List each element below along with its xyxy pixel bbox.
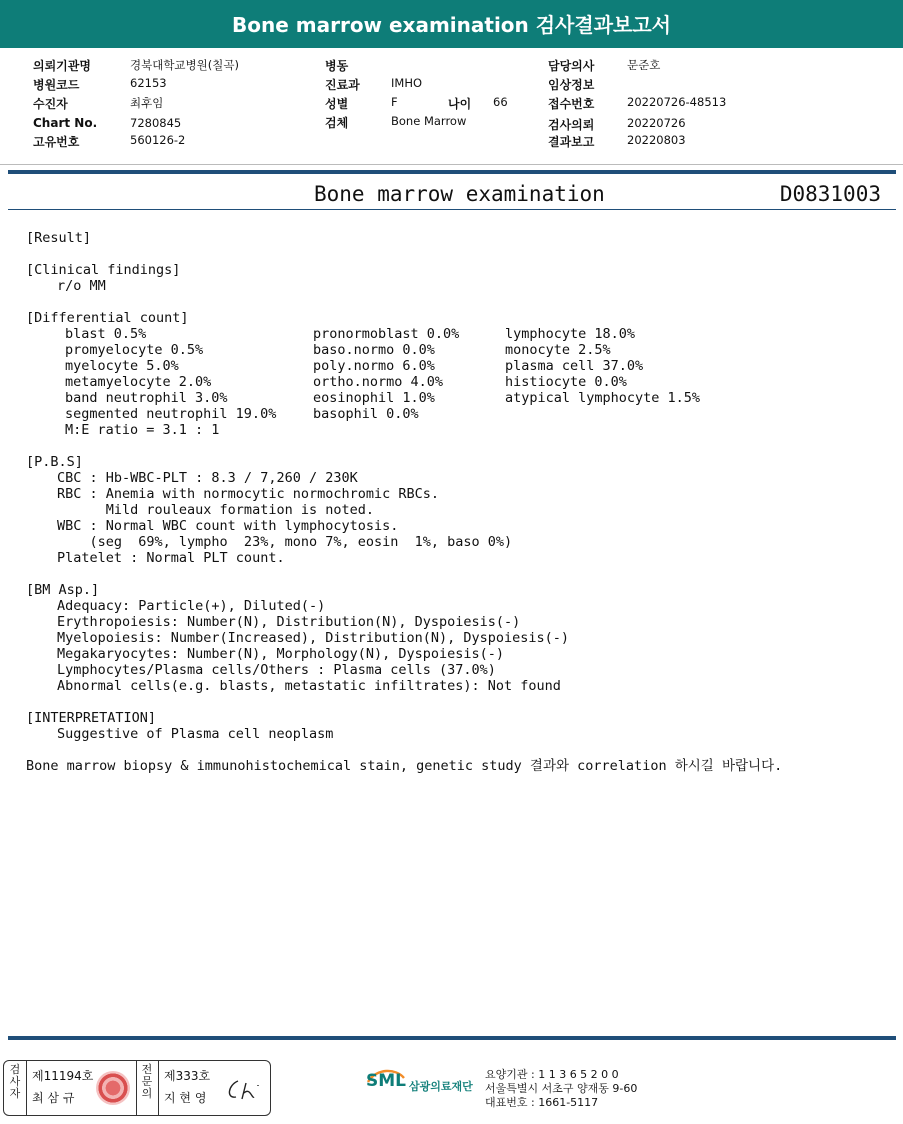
signature-image xyxy=(224,1077,264,1105)
exam-code: D0831003 xyxy=(779,182,881,206)
bm-line: Erythropoiesis: Number(N), Distribution(N), Dyspoiesis(-) xyxy=(57,614,521,630)
header-value: 20220803 xyxy=(627,133,686,147)
header-label: 접수번호 xyxy=(548,97,595,111)
org-address-line: 요양기관 : 1 1 3 6 5 2 0 0 xyxy=(485,1068,619,1081)
header-value: IMHO xyxy=(391,76,423,90)
pbs-line: Platelet : Normal PLT count. xyxy=(57,550,285,566)
pbs-line: Mild rouleaux formation is noted. xyxy=(57,502,374,518)
clinical-text: r/o MM xyxy=(57,278,106,294)
pbs-heading: [P.B.S] xyxy=(26,454,83,470)
diff-item: plasma cell 37.0% xyxy=(505,358,644,374)
bm-line: Adequacy: Particle(+), Diluted(-) xyxy=(57,598,326,614)
diff-item: baso.normo 0.0% xyxy=(313,342,435,358)
diff-item: histiocyte 0.0% xyxy=(505,374,627,390)
diff-item: basophil 0.0% xyxy=(313,406,419,422)
footer xyxy=(0,1048,903,1124)
header-value: 경북대학교병원(칠곡) xyxy=(130,58,239,72)
age-value: 66 xyxy=(493,95,508,109)
diff-item: lymphocyte 18.0% xyxy=(505,326,636,342)
signature-box xyxy=(3,1060,271,1116)
pbs-line: WBC : Normal WBC count with lymphocytosis. xyxy=(57,518,399,534)
diff-item: promyelocyte 0.5% xyxy=(65,342,204,358)
divider xyxy=(8,209,896,210)
report-title: Bone marrow examination 검사결과보고서 xyxy=(0,0,903,48)
divider xyxy=(8,1036,896,1040)
header-value: Bone Marrow xyxy=(391,114,467,128)
diff-item: segmented neutrophil 19.0% xyxy=(65,406,277,422)
bm-line: Abnormal cells(e.g. blasts, metastatic infiltrates): Not found xyxy=(57,678,561,694)
diff-heading: [Differential count] xyxy=(26,310,189,326)
closing-note: Bone marrow biopsy & immunohistochemical stain, genetic study 결과와 correlation 하시길 바랍니다. xyxy=(26,758,783,774)
diff-item: myelocyte 5.0% xyxy=(65,358,179,374)
specialist-name: 지 현 영 xyxy=(164,1091,207,1105)
header-label: 검체 xyxy=(325,116,349,130)
seal-stamp xyxy=(96,1071,130,1105)
bm-line: Megakaryocytes: Number(N), Morphology(N), Dyspoiesis(-) xyxy=(57,646,505,662)
header-label: 검사의뢰 xyxy=(548,118,595,132)
pbs-line: CBC : Hb-WBC-PLT : 8.3 / 7,260 / 230K xyxy=(57,470,358,486)
header-value: 560126-2 xyxy=(130,133,186,147)
header-label: 결과보고 xyxy=(548,135,595,149)
header-label: 병원코드 xyxy=(33,78,80,92)
examiner-label: 검사자 xyxy=(9,1063,21,1100)
pbs-line: RBC : Anemia with normocytic normochromic RBCs. xyxy=(57,486,440,502)
header-label: 진료과 xyxy=(325,78,360,92)
interpretation-text: Suggestive of Plasma cell neoplasm xyxy=(57,726,334,742)
org-name: 삼광의료재단 xyxy=(409,1080,473,1093)
bm-line: Lymphocytes/Plasma cells/Others : Plasma cells (37.0%) xyxy=(57,662,496,678)
specialist-license: 제333호 xyxy=(164,1069,211,1083)
header-value: 20220726-48513 xyxy=(627,95,727,109)
header-label: 성별 xyxy=(325,97,349,111)
org-address-line: 서울특별시 서초구 양재동 9-60 xyxy=(485,1082,638,1095)
header-value: 7280845 xyxy=(130,116,182,130)
me-ratio: M:E ratio = 3.1 : 1 xyxy=(65,422,220,438)
header-label: 담당의사 xyxy=(548,59,595,73)
result-heading: [Result] xyxy=(26,230,92,246)
header-label: Chart No. xyxy=(33,116,98,130)
diff-item: blast 0.5% xyxy=(65,326,147,342)
header-label: 병동 xyxy=(325,59,349,73)
diff-item: monocyte 2.5% xyxy=(505,342,611,358)
header-label: 임상정보 xyxy=(548,78,595,92)
bm-heading: [BM Asp.] xyxy=(26,582,100,598)
header-value: F xyxy=(391,95,398,109)
org-abbr: SML xyxy=(366,1071,406,1091)
examiner-name: 최 삼 규 xyxy=(32,1091,75,1105)
clinical-heading: [Clinical findings] xyxy=(26,262,181,278)
diff-item: ortho.normo 4.0% xyxy=(313,374,444,390)
header-value: 문준호 xyxy=(627,58,661,72)
diff-item: atypical lymphocyte 1.5% xyxy=(505,390,701,406)
header-label: 고유번호 xyxy=(33,135,80,149)
header-value: 최후임 xyxy=(130,96,164,110)
org-address-line: 대표번호 : 1661-5117 xyxy=(485,1096,599,1109)
interpretation-heading: [INTERPRETATION] xyxy=(26,710,157,726)
specialist-label: 전문의 xyxy=(141,1063,153,1100)
header-info xyxy=(0,48,903,165)
diff-item: pronormoblast 0.0% xyxy=(313,326,460,342)
diff-item: poly.normo 6.0% xyxy=(313,358,435,374)
header-label: 의뢰기관명 xyxy=(33,59,91,73)
divider xyxy=(8,170,896,174)
diff-item: band neutrophil 3.0% xyxy=(65,390,228,406)
header-value: 62153 xyxy=(130,76,167,90)
pbs-line: (seg 69%, lympho 23%, mono 7%, eosin 1%, baso 0%) xyxy=(57,534,513,550)
examiner-license: 제11194호 xyxy=(32,1069,94,1083)
header-label: 수진자 xyxy=(33,97,68,111)
age-label: 나이 xyxy=(448,97,472,111)
diff-item: eosinophil 1.0% xyxy=(313,390,435,406)
header-value: 20220726 xyxy=(627,116,686,130)
exam-name: Bone marrow examination xyxy=(314,182,605,206)
diff-item: metamyelocyte 2.0% xyxy=(65,374,212,390)
bm-line: Myelopoiesis: Number(Increased), Distribution(N), Dyspoiesis(-) xyxy=(57,630,570,646)
